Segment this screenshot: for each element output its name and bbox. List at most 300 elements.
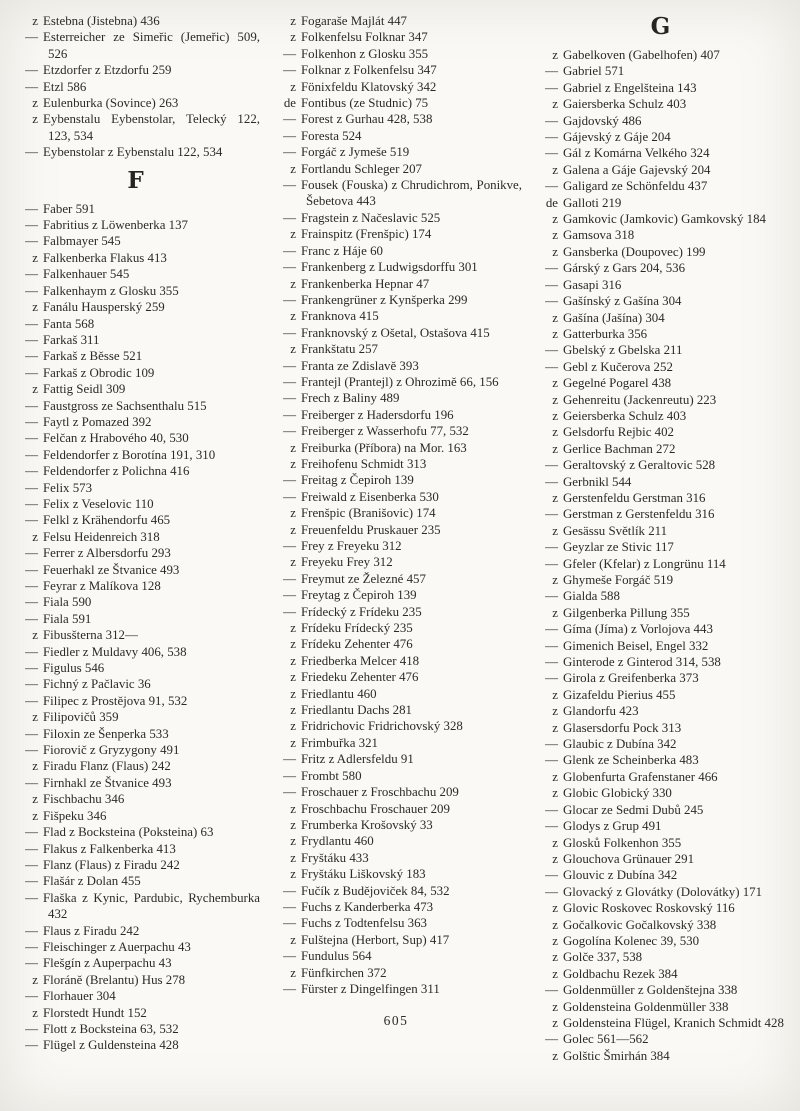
entry-text: Gimenich Beisel, Engel 332 xyxy=(563,638,709,653)
entry-prefix: — xyxy=(25,989,38,1004)
entry-prefix: z xyxy=(290,965,296,980)
entry-prefix: — xyxy=(283,407,296,422)
entry-text: Feyrar z Malíkova 128 xyxy=(43,579,161,593)
index-entry xyxy=(12,496,260,512)
index-entry xyxy=(270,784,522,800)
entry-prefix: — xyxy=(283,473,296,488)
entry-prefix: — xyxy=(25,874,38,889)
entry-text: Friedlantu Dachs 281 xyxy=(301,703,412,718)
index-entry xyxy=(270,604,522,620)
entry-text: Florstedt Hundt 152 xyxy=(43,1005,147,1020)
index-entry xyxy=(12,742,260,758)
entry-text: Friedberka Melcer 418 xyxy=(301,653,420,668)
entry-prefix: — xyxy=(545,359,558,374)
entry-prefix: — xyxy=(25,775,38,790)
entry-text: Fritz z Adlersfeldu 91 xyxy=(301,752,414,767)
entry-text: Frídecký z Frídeku 235 xyxy=(301,604,422,619)
index-entry xyxy=(12,144,260,160)
entry-text: Gerstenfeldu Gerstman 316 xyxy=(563,490,706,505)
entry-text: Fryštáku Liškovský 183 xyxy=(301,867,426,882)
entry-prefix: — xyxy=(25,480,38,495)
index-entry xyxy=(270,407,522,423)
index-entry xyxy=(270,390,522,406)
index-entry xyxy=(532,933,790,949)
entry-text: Fučík z Budějoviček 84, 532 xyxy=(301,883,450,898)
index-entry xyxy=(270,144,522,160)
entry-prefix: z xyxy=(552,1015,558,1030)
entry-prefix: — xyxy=(283,260,296,275)
entry-prefix: z xyxy=(290,555,296,570)
entry-text: Fleischinger z Auerpachu 43 xyxy=(43,939,191,954)
entry-text: Eulenburka (Sovince) 263 xyxy=(43,96,179,111)
index-entry xyxy=(270,128,522,144)
entry-text: Gájevský z Gáje 204 xyxy=(563,130,671,145)
entry-prefix: z xyxy=(290,735,296,750)
index-entry xyxy=(270,292,522,308)
entry-prefix: z xyxy=(290,850,296,865)
index-entry xyxy=(270,669,522,685)
index-entry xyxy=(270,702,522,718)
entry-prefix: z xyxy=(552,573,558,587)
entry-prefix: z xyxy=(552,950,558,965)
entry-prefix: — xyxy=(283,128,296,143)
entry-text: Fundulus 564 xyxy=(301,949,372,964)
entry-prefix: — xyxy=(283,604,296,619)
index-entry xyxy=(12,62,260,78)
entry-prefix: — xyxy=(25,79,38,94)
index-entry xyxy=(12,873,260,889)
entry-text: Fogaraše Majlát 447 xyxy=(301,14,407,28)
entry-prefix: — xyxy=(25,841,38,856)
entry-prefix: — xyxy=(283,949,296,964)
entry-text: Freitag z Čepiroh 139 xyxy=(301,473,414,488)
entry-prefix: — xyxy=(25,579,38,593)
entry-text: Glovacký z Glovátky (Dolovátky) 171 xyxy=(563,884,763,899)
index-entry xyxy=(12,512,260,528)
entry-prefix: — xyxy=(25,398,38,413)
index-entry xyxy=(12,29,260,62)
entry-prefix: z xyxy=(290,309,296,324)
entry-text: Flanz (Flaus) z Firadu 242 xyxy=(43,857,180,872)
entry-prefix: — xyxy=(283,292,296,307)
index-entry xyxy=(270,850,522,866)
index-entry xyxy=(270,965,522,981)
entry-text: Gizafeldu Pierius 455 xyxy=(563,687,676,702)
index-entry xyxy=(12,447,260,463)
entry-text: Felsu Heidenreich 318 xyxy=(43,529,160,544)
index-entry xyxy=(12,480,260,496)
index-entry xyxy=(12,79,260,95)
entry-text: Gabelkoven (Gabelhofen) 407 xyxy=(563,48,720,62)
entry-prefix: z xyxy=(290,621,296,636)
index-entry xyxy=(532,342,790,358)
entry-text: Firnhakl ze Štvanice 493 xyxy=(43,775,172,790)
entry-prefix: z xyxy=(552,851,558,866)
index-entry xyxy=(12,332,260,348)
entry-prefix: — xyxy=(25,332,38,347)
index-entry xyxy=(12,857,260,873)
entry-prefix: — xyxy=(25,677,38,692)
entry-text: Gabriel 571 xyxy=(563,64,625,79)
index-entry xyxy=(12,972,260,988)
index-entry xyxy=(12,726,260,742)
entry-text: Froschbachu Froschauer 209 xyxy=(301,801,450,816)
index-entry xyxy=(532,720,790,736)
index-entry xyxy=(532,900,790,916)
index-entry xyxy=(532,638,790,654)
entry-prefix: — xyxy=(25,447,38,462)
entry-prefix: z xyxy=(552,786,558,801)
entry-text: Goldensteina Goldenmüller 338 xyxy=(563,999,729,1014)
entry-text: Flašár z Dolan 455 xyxy=(43,874,141,889)
index-entry xyxy=(12,578,260,594)
index-entry xyxy=(12,299,260,315)
index-entry xyxy=(532,129,790,145)
entry-text: Gárský z Gars 204, 536 xyxy=(563,261,686,276)
entry-prefix: z xyxy=(290,686,296,701)
entry-text: Gebl z Kučerova 252 xyxy=(563,359,673,374)
index-entry xyxy=(12,890,260,923)
entry-text: Freymut ze Železné 457 xyxy=(301,571,426,586)
entry-text: Gogolína Kolenec 39, 530 xyxy=(563,933,700,948)
entry-text: Figulus 546 xyxy=(43,661,105,676)
entry-prefix: — xyxy=(545,819,558,834)
index-entry xyxy=(12,1037,260,1053)
entry-text: Forest z Gurhau 428, 538 xyxy=(301,112,433,127)
index-column-1 xyxy=(12,13,260,1111)
index-entry xyxy=(532,1048,790,1064)
entry-text: Flešgín z Auperpachu 43 xyxy=(43,956,172,971)
entry-text: Globic Globický 330 xyxy=(563,786,672,801)
index-entry xyxy=(270,276,522,292)
index-entry xyxy=(532,1015,790,1031)
entry-text: Friedeku Zehenter 476 xyxy=(301,670,419,685)
entry-text: Flügel z Guldensteina 428 xyxy=(43,1038,179,1053)
index-entry xyxy=(532,375,790,391)
entry-text: Fanálu Hausperský 259 xyxy=(43,300,165,315)
entry-prefix: — xyxy=(25,30,38,45)
index-entry xyxy=(532,47,790,63)
entry-prefix: — xyxy=(283,243,296,258)
entry-text: Eybenstalu Eybenstolar, Telecký 122, 123, 534 xyxy=(43,112,260,143)
entry-prefix: — xyxy=(25,234,38,249)
entry-prefix: z xyxy=(552,835,558,850)
entry-text: Freyeku Frey 312 xyxy=(301,555,393,570)
entry-text: Galigard ze Schönfeldu 437 xyxy=(563,179,708,194)
entry-prefix: z xyxy=(290,276,296,291)
entry-prefix: — xyxy=(25,661,38,676)
entry-text: Filoxin ze Šenperka 533 xyxy=(43,726,169,741)
entry-text: Frenšpic (Branišovic) 174 xyxy=(301,506,436,521)
index-entry xyxy=(12,660,260,676)
index-entry xyxy=(270,718,522,734)
entry-text: Fichný z Pačlavic 36 xyxy=(43,677,151,692)
entry-prefix: z xyxy=(290,227,296,242)
index-entry xyxy=(12,381,260,397)
entry-text: Frankenberg z Ludwigsdorffu 301 xyxy=(301,260,478,275)
entry-text: Franta ze Zdislavě 393 xyxy=(301,358,419,373)
index-entry xyxy=(12,562,260,578)
entry-prefix: de xyxy=(283,96,296,111)
index-entry xyxy=(270,46,522,62)
entry-text: Fabritius z Löwenberka 137 xyxy=(43,218,188,233)
index-entry xyxy=(12,111,260,144)
entry-prefix: z xyxy=(552,228,558,243)
index-entry xyxy=(532,835,790,851)
entry-text: Geiersberka Schulz 403 xyxy=(563,408,687,423)
entry-text: Fiorovič z Gryzygony 491 xyxy=(43,743,180,758)
entry-text: Frainspitz (Frenšpic) 174 xyxy=(301,227,432,242)
entry-text: Glosků Folkenhon 355 xyxy=(563,835,682,850)
entry-text: Geraltovský z Geraltovic 528 xyxy=(563,458,716,473)
index-entry xyxy=(532,736,790,752)
entry-prefix: — xyxy=(283,358,296,373)
entry-text: Freiburka (Příbora) na Mor. 163 xyxy=(301,440,467,455)
entry-prefix: — xyxy=(25,513,38,528)
entry-prefix: — xyxy=(545,802,558,817)
index-entry xyxy=(532,523,790,539)
entry-prefix: — xyxy=(545,146,558,161)
entry-text: Gamsova 318 xyxy=(563,228,635,243)
entry-text: Filipovičů 359 xyxy=(43,710,119,725)
index-entry xyxy=(270,177,522,210)
entry-text: Glenk ze Scheinberka 483 xyxy=(563,753,699,768)
entry-prefix: — xyxy=(545,179,558,194)
entry-text: Frantejl (Prantejl) z Ohrozimě 66, 156 xyxy=(301,374,499,389)
index-entry xyxy=(532,310,790,326)
entry-text: Frimbuřka 321 xyxy=(301,735,378,750)
entry-text: Flakus z Falkenberka 413 xyxy=(43,841,176,856)
index-entry xyxy=(270,620,522,636)
entry-text: Gansberka (Doupovec) 199 xyxy=(563,244,706,259)
entry-prefix: z xyxy=(32,14,38,28)
entry-text: Florhauer 304 xyxy=(43,989,116,1004)
entry-text: Franc z Háje 60 xyxy=(301,243,383,258)
index-entry xyxy=(270,768,522,784)
entry-text: Foresta 524 xyxy=(301,128,362,143)
entry-prefix: — xyxy=(545,507,558,522)
entry-prefix: — xyxy=(25,644,38,659)
index-entry xyxy=(12,348,260,364)
index-entry xyxy=(12,414,260,430)
entry-text: Golec 561—562 xyxy=(563,1032,649,1047)
index-entry xyxy=(270,587,522,603)
entry-text: Faustgross ze Sachsenthalu 515 xyxy=(43,398,207,413)
entry-text: Golče 337, 538 xyxy=(563,950,643,965)
entry-text: Glovic Roskovec Roskovský 116 xyxy=(563,901,735,916)
entry-prefix: z xyxy=(290,670,296,685)
index-entry xyxy=(270,29,522,45)
index-entry xyxy=(12,266,260,282)
entry-text: Fuchs z Todtenfelsu 363 xyxy=(301,916,427,931)
index-entry xyxy=(12,939,260,955)
entry-text: Fischbachu 346 xyxy=(43,792,125,807)
entry-text: Fulštejna (Herbort, Sup) 417 xyxy=(301,932,450,947)
index-entry xyxy=(532,802,790,818)
entry-prefix: — xyxy=(545,671,558,686)
entry-text: Esterreicher ze Simeřic (Jemeřic) 509, 526 xyxy=(43,30,260,61)
entry-prefix: z xyxy=(552,408,558,423)
entry-prefix: — xyxy=(25,923,38,938)
index-column-3 xyxy=(532,13,790,1111)
entry-prefix: — xyxy=(25,145,38,160)
index-entry xyxy=(532,80,790,96)
entry-text: Frumberka Krošovský 33 xyxy=(301,817,433,832)
entry-prefix: z xyxy=(552,933,558,948)
entry-text: Froschauer z Froschbachu 209 xyxy=(301,785,459,800)
index-entry xyxy=(532,752,790,768)
entry-prefix: — xyxy=(545,622,558,637)
entry-text: Fönixfeldu Klatovský 342 xyxy=(301,79,437,94)
entry-text: Franknova 415 xyxy=(301,309,379,324)
entry-prefix: — xyxy=(25,496,38,511)
index-entry xyxy=(532,670,790,686)
entry-prefix: z xyxy=(552,490,558,505)
entry-prefix: — xyxy=(545,655,558,670)
entry-prefix: — xyxy=(545,868,558,883)
entry-prefix: — xyxy=(283,752,296,767)
index-entry xyxy=(532,703,790,719)
entry-prefix: — xyxy=(545,737,558,752)
entry-text: Flott z Bocksteina 63, 532 xyxy=(43,1021,179,1036)
entry-prefix: — xyxy=(283,325,296,340)
entry-text: Gilgenberka Pillung 355 xyxy=(563,605,690,620)
entry-prefix: — xyxy=(25,595,38,610)
entry-text: Gabriel z Engelšteina 143 xyxy=(563,80,697,95)
entry-prefix: z xyxy=(290,14,296,28)
index-entry xyxy=(12,644,260,660)
entry-text: Eybenstolar z Eybenstalu 122, 534 xyxy=(43,145,223,160)
entry-prefix: z xyxy=(32,529,38,544)
index-entry xyxy=(532,506,790,522)
entry-prefix: z xyxy=(552,605,558,620)
section-letter-heading: G xyxy=(650,13,672,40)
entry-prefix: — xyxy=(283,768,296,783)
entry-text: Glouvic z Dubína 342 xyxy=(563,868,678,883)
index-entry xyxy=(270,243,522,259)
index-entry xyxy=(12,95,260,111)
entry-prefix: z xyxy=(552,376,558,391)
entry-prefix: z xyxy=(552,392,558,407)
entry-text: Gasapi 316 xyxy=(563,277,622,292)
entry-text: Glasersdorfu Pock 313 xyxy=(563,720,682,735)
entry-prefix: z xyxy=(32,628,38,643)
index-entry xyxy=(270,801,522,817)
entry-text: Gajdovský 486 xyxy=(563,113,642,128)
entry-text: Galloti 219 xyxy=(563,195,622,210)
entry-text: Fünfkirchen 372 xyxy=(301,965,387,980)
entry-prefix: — xyxy=(283,571,296,586)
index-entry xyxy=(270,522,522,538)
entry-prefix: — xyxy=(283,981,296,996)
entry-text: Falkenhauer 545 xyxy=(43,267,130,282)
entry-prefix: — xyxy=(25,63,38,78)
entry-prefix: — xyxy=(545,1032,558,1047)
entry-prefix: — xyxy=(25,464,38,479)
entry-prefix: z xyxy=(290,161,296,176)
index-entry xyxy=(270,833,522,849)
index-entry xyxy=(532,982,790,998)
index-entry xyxy=(12,676,260,692)
entry-text: Frey z Freyeku 312 xyxy=(301,539,402,553)
entry-prefix: — xyxy=(545,113,558,128)
entry-text: Felčan z Hrabového 40, 530 xyxy=(43,431,189,446)
entry-prefix: z xyxy=(290,817,296,832)
entry-prefix: z xyxy=(32,792,38,807)
entry-text: Flad z Bocksteina (Poksteina) 63 xyxy=(43,825,214,840)
entry-text: Fiala 591 xyxy=(43,611,92,626)
index-entry xyxy=(270,932,522,948)
entry-text: Falkenhaym z Glosku 355 xyxy=(43,283,179,298)
entry-prefix: — xyxy=(545,983,558,998)
index-entry xyxy=(270,423,522,439)
entry-prefix: z xyxy=(552,97,558,112)
entry-text: Forgáč z Jymeše 519 xyxy=(301,145,410,160)
entry-prefix: — xyxy=(545,277,558,292)
entry-prefix: — xyxy=(283,899,296,914)
entry-prefix: — xyxy=(283,46,296,61)
index-entry xyxy=(270,226,522,242)
index-entry xyxy=(532,621,790,637)
index-entry xyxy=(270,456,522,472)
entry-prefix: — xyxy=(545,130,558,145)
entry-text: Freuenfeldu Pruskauer 235 xyxy=(301,522,441,537)
index-entry xyxy=(532,884,790,900)
entry-prefix: — xyxy=(283,210,296,225)
entry-prefix: z xyxy=(32,710,38,725)
entry-prefix: z xyxy=(290,637,296,652)
index-entry xyxy=(12,316,260,332)
index-entry xyxy=(532,572,790,588)
index-entry xyxy=(270,636,522,652)
index-entry xyxy=(270,735,522,751)
entry-text: Faytl z Pomazed 392 xyxy=(43,414,152,429)
entry-prefix: — xyxy=(283,391,296,406)
entry-text: Feuerhakl ze Štvanice 493 xyxy=(43,562,180,577)
index-entry xyxy=(12,201,260,217)
entry-prefix: — xyxy=(283,63,296,78)
entry-text: Glandorfu 423 xyxy=(563,704,639,719)
entry-text: Fanta 568 xyxy=(43,316,95,331)
entry-text: Frombt 580 xyxy=(301,768,362,783)
entry-text: Geyzlar ze Stivic 117 xyxy=(563,540,674,555)
index-entry xyxy=(532,244,790,260)
entry-prefix: z xyxy=(32,382,38,397)
index-entry xyxy=(270,358,522,374)
entry-text: Fragstein z Načeslavic 525 xyxy=(301,210,441,225)
entry-text: Freihofenu Schmidt 313 xyxy=(301,456,427,471)
entry-prefix: z xyxy=(552,720,558,735)
index-entry xyxy=(270,489,522,505)
index-entry xyxy=(270,161,522,177)
entry-prefix: z xyxy=(290,719,296,734)
entry-prefix: z xyxy=(552,1048,558,1063)
entry-prefix: z xyxy=(32,112,38,127)
entry-prefix: z xyxy=(552,244,558,259)
index-entry xyxy=(270,374,522,390)
index-entry xyxy=(12,13,260,29)
index-entry xyxy=(270,653,522,669)
index-entry xyxy=(270,95,522,111)
entry-text: Gbelský z Gbelska 211 xyxy=(563,343,683,358)
entry-text: Frídeku Frídecký 235 xyxy=(301,621,413,636)
entry-text: Franknovský z Ošetal, Ostašova 415 xyxy=(301,325,490,340)
index-entry xyxy=(532,769,790,785)
entry-prefix: — xyxy=(25,611,38,626)
entry-prefix: — xyxy=(283,374,296,389)
index-entry xyxy=(12,923,260,939)
index-entry xyxy=(270,210,522,226)
